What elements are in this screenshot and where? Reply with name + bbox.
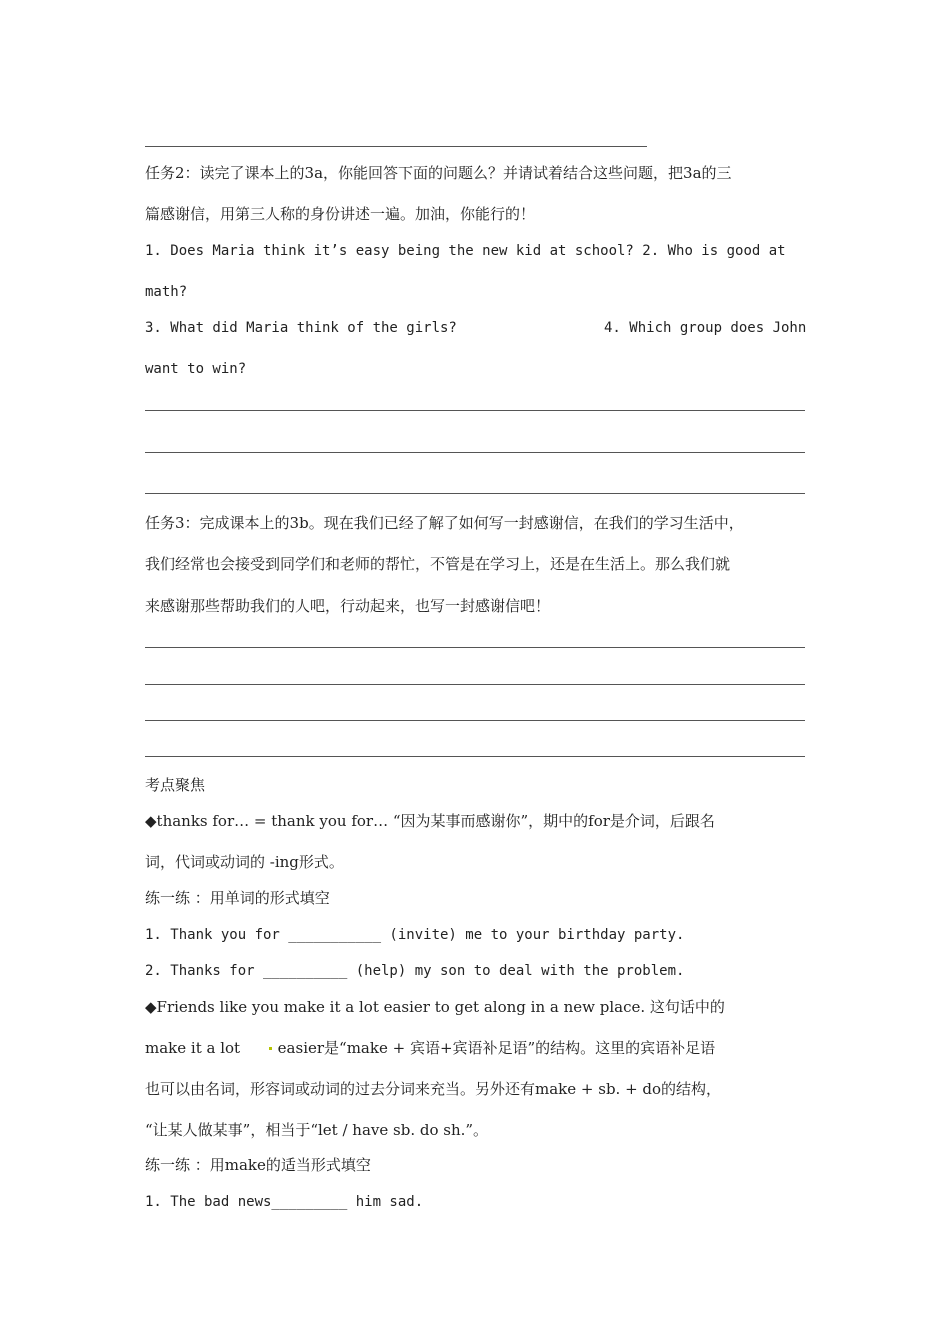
task2-question-1-2: 1. Does Maria think it’s easy being the new kid at school? 2. Who is good at: [145, 243, 786, 259]
focus-point-1a: ◆thanks for… = thank you for… “因为某事而感谢你”，期中的for是介词，后跟名: [145, 812, 715, 830]
focus-point-1b: 词，代词或动词的 -ing形式。: [145, 853, 344, 871]
task3-line1: 任务3：完成课本上的3b。现在我们已经了解了如何写一封感谢信，在我们的学习生活中，: [145, 514, 744, 532]
answer-line: [145, 647, 805, 648]
answer-line: [145, 684, 805, 685]
focus-point-2c: 也可以由名词，形容词或动词的过去分词来充当。另外还有make + sb. + do的结构，: [145, 1080, 722, 1098]
answer-line: [145, 720, 805, 721]
focus-point-2b: [145, 1038, 715, 1058]
answer-line: [145, 146, 647, 147]
task3-line3: 来感谢那些帮助我们的人吧，行动起来，也写一封感谢信吧！: [145, 597, 551, 615]
task2-question-4-cont: want to win?: [145, 361, 247, 377]
answer-line: [145, 756, 805, 757]
focus-point-2a: ◆Friends like you make it a lot easier to get along in a new place. 这句话中的: [145, 998, 725, 1016]
task2-question-2-cont: math?: [145, 284, 188, 300]
exercise-1-question-2: 2. Thanks for __________ (help) my son to deal with the problem.: [145, 963, 685, 979]
exercise-1-title: 练一练 ：用单词的形式填空: [145, 889, 330, 907]
task2-line1: 任务2：读完了课本上的3a，你能回答下面的问题么？并请试着结合这些问题，把3a的三: [145, 164, 732, 182]
answer-line: [145, 452, 805, 453]
marker-dot: [269, 1047, 272, 1050]
task2-question-3: 3. What did Maria think of the girls?: [145, 320, 457, 336]
focus-point-2b-end: easier是“make + 宾语+宾语补足语”的结构。这里的宾语补足语: [277, 1039, 716, 1057]
focus-point-2b-start: make it a lot: [145, 1039, 269, 1057]
answer-line: [145, 410, 805, 411]
focus-point-2d: “让某人做某事”，相当于“let / have sb. do sh.”。: [145, 1121, 489, 1139]
task2-line2: 篇感谢信，用第三人称的身份讲述一遍。加油，你能行的！: [145, 205, 536, 223]
exercise-1-question-1: 1. Thank you for ___________ (invite) me to your birthday party.: [145, 927, 685, 943]
answer-line: [145, 493, 805, 494]
exercise-2-title: 练一练 ：用make的适当形式填空: [145, 1156, 371, 1174]
task3-line2: 我们经常也会接受到同学们和老师的帮忙，不管是在学习上，还是在生活上。那么我们就: [145, 555, 731, 573]
task2-question-4: 4. Which group does John: [604, 320, 807, 336]
focus-title: 考点聚焦: [145, 776, 206, 794]
exercise-2-question-1: 1. The bad news_________ him sad.: [145, 1194, 424, 1210]
